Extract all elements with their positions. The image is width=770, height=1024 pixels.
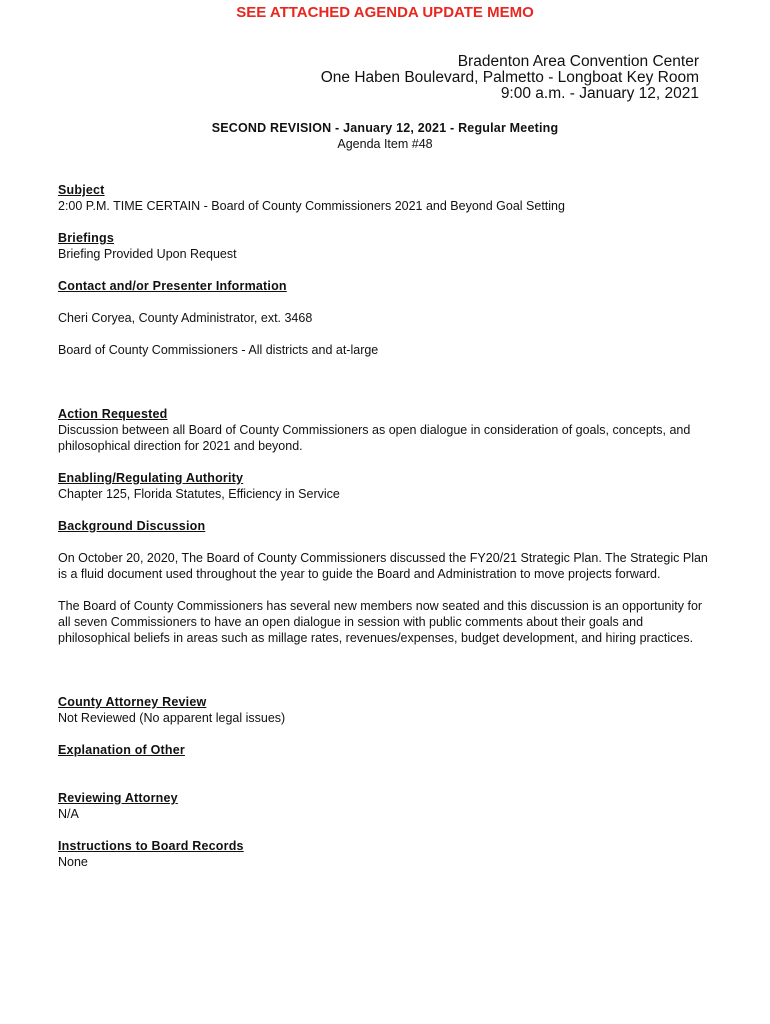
agenda-item-number: Agenda Item #48 bbox=[337, 137, 433, 151]
contact-districts: Board of County Commissioners - All districts and at-large bbox=[58, 343, 379, 357]
authority-text: Chapter 125, Florida Statutes, Efficiency in Service bbox=[58, 487, 340, 501]
contact-presenter: Cheri Coryea, County Administrator, ext. 3468 bbox=[58, 311, 313, 325]
briefings-text: Briefing Provided Upon Request bbox=[58, 247, 237, 261]
briefings-heading: Briefings bbox=[58, 231, 114, 245]
attorney-review-text: Not Reviewed (No apparent legal issues) bbox=[58, 711, 286, 725]
reviewing-attorney-heading: Reviewing Attorney bbox=[58, 791, 178, 805]
instructions-heading: Instructions to Board Records bbox=[58, 839, 244, 853]
instructions-section bbox=[58, 838, 708, 870]
meeting-datetime: 9:00 a.m. - January 12, 2021 bbox=[500, 85, 699, 102]
revision-header bbox=[0, 120, 770, 152]
contact-heading: Contact and/or Presenter Information bbox=[58, 279, 287, 293]
action-section bbox=[58, 406, 708, 454]
revision-title: SECOND REVISION - January 12, 2021 - Regular Meeting bbox=[211, 121, 559, 135]
attorney-review-heading: County Attorney Review bbox=[58, 695, 207, 709]
authority-heading: Enabling/Regulating Authority bbox=[58, 471, 244, 485]
subject-section bbox=[58, 182, 708, 214]
background-paragraph-1: On October 20, 2020, The Board of County Commissioners discussed the FY20/21 Strategic Plan. The Strategic Plan is a fluid document used throughout the year to guide the Board and Administration to move projects forward. bbox=[58, 551, 708, 581]
background-section bbox=[58, 518, 708, 646]
background-heading: Background Discussion bbox=[58, 519, 206, 533]
attorney-review-section bbox=[58, 694, 708, 726]
action-heading: Action Requested bbox=[58, 407, 168, 421]
contact-section bbox=[58, 278, 708, 358]
instructions-text: None bbox=[58, 855, 88, 869]
briefings-section bbox=[58, 230, 708, 262]
subject-text: 2:00 P.M. TIME CERTAIN - Board of County Commissioners 2021 and Beyond Goal Setting bbox=[58, 199, 565, 213]
venue-address: One Haben Boulevard, Palmetto - Longboat Key Room bbox=[320, 69, 699, 86]
agenda-body bbox=[58, 182, 708, 870]
explanation-section bbox=[58, 742, 708, 758]
action-text: Discussion between all Board of County Commissioners as open dialogue in consideration of goals, concepts, and philosophical direction for 2021 and beyond. bbox=[58, 423, 691, 453]
explanation-heading: Explanation of Other bbox=[58, 743, 185, 757]
background-paragraph-2: The Board of County Commissioners has several new members now seated and this discussion is an opportunity for all seven Commissioners to have an open dialogue in session with public comments about their goals and philosophical beliefs in areas such as millage rates, revenues/expenses, budget development, and hiring practices. bbox=[58, 599, 703, 645]
reviewing-attorney-section bbox=[58, 790, 708, 822]
agenda-update-banner: SEE ATTACHED AGENDA UPDATE MEMO bbox=[236, 4, 534, 21]
authority-section bbox=[58, 470, 708, 502]
venue-name: Bradenton Area Convention Center bbox=[457, 53, 699, 70]
reviewing-attorney-text: N/A bbox=[58, 807, 79, 821]
subject-heading: Subject bbox=[58, 183, 105, 197]
meeting-location bbox=[321, 54, 699, 102]
